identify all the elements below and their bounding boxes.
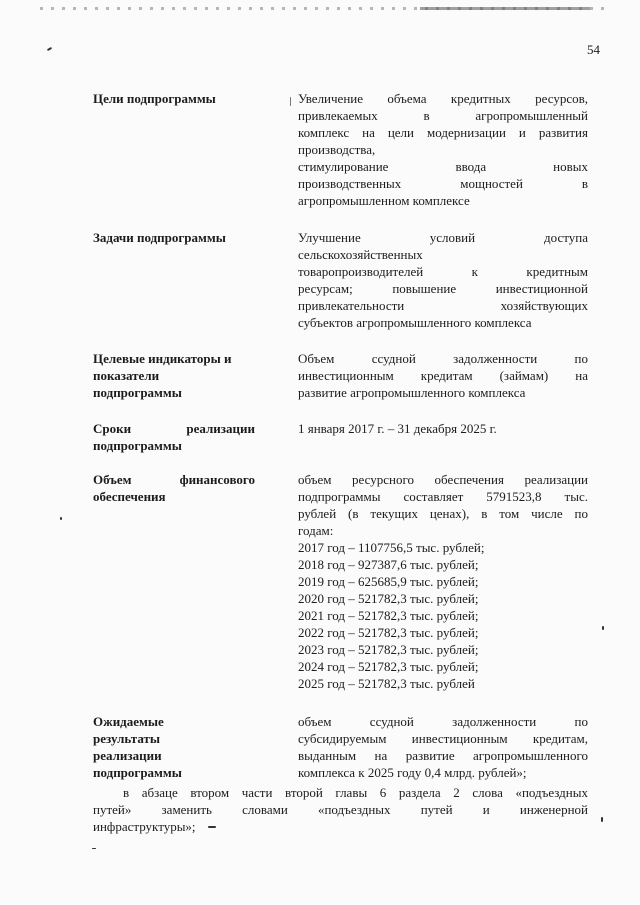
value-line: рублей (в текущих ценах), в том числе по: [298, 506, 588, 521]
value-line: комплекс на цели модернизации и развития: [298, 125, 588, 140]
value-line: комплекса к 2025 году 0,4 млрд. рублей»;: [298, 765, 527, 780]
value-line: развитие агропромышленного комплекса: [298, 385, 526, 400]
label-line: показатели: [93, 368, 160, 383]
label-line: Целевые индикаторы и: [93, 351, 232, 366]
scan-speck: [60, 517, 62, 520]
year-funding-line: 2024 год – 521782,3 тыс. рублей;: [298, 659, 479, 674]
value-line: годам:: [298, 523, 334, 538]
row-label: [93, 471, 255, 505]
value-line: субсидируемым инвестиционным кредитам,: [298, 731, 588, 746]
label-line: результаты: [93, 731, 161, 746]
row-label: Цели подпрограммы: [93, 91, 216, 106]
label-line: Объем финансового: [93, 472, 255, 487]
row-value: [298, 471, 588, 692]
value-line: стимулирование ввода новых: [298, 159, 588, 174]
scan-speck: [92, 848, 96, 849]
label-line: Ожидаемые: [93, 714, 164, 729]
value-line: объем ссудной задолженности по: [298, 714, 588, 729]
value-line: привлекаемых в агропромышленный: [298, 108, 588, 123]
label-line: обеспечения: [93, 489, 166, 504]
label-line: подпрограммы: [93, 438, 182, 453]
value-line: производственных мощностей в: [298, 176, 588, 191]
value-line: сельскохозяйственных: [298, 247, 423, 262]
value-line: производства,: [298, 142, 376, 157]
label-line: реализации: [93, 748, 162, 763]
value-line: товаропроизводителей к кредитным: [298, 264, 588, 279]
year-funding-line: 2020 год – 521782,3 тыс. рублей;: [298, 591, 479, 606]
row-value: [298, 713, 588, 781]
value-line: агропромышленном комплексе: [298, 193, 470, 208]
row-value: [298, 229, 588, 331]
value-line: выданным на развитие агропромышленного: [298, 748, 588, 763]
page-number: 54: [587, 42, 600, 57]
value-line: Улучшение условий доступа: [298, 230, 588, 245]
value-line: привлекательности хозяйствующих: [298, 298, 588, 313]
row-label: [93, 350, 255, 401]
row-value: [298, 90, 588, 209]
row-value: [298, 350, 588, 401]
value-line: объем ресурсного обеспечения реализации: [298, 472, 588, 487]
paragraph-line: путей» заменить словами «подъездных путей и инженерной: [93, 802, 588, 817]
year-funding-line: 2018 год – 927387,6 тыс. рублей;: [298, 557, 479, 572]
scan-speck: [47, 47, 52, 51]
row-value: [298, 420, 588, 437]
year-funding-line: 2023 год – 521782,3 тыс. рублей;: [298, 642, 479, 657]
scan-speck: [290, 97, 291, 106]
value-line: Объем ссудной задолженности по: [298, 351, 588, 366]
year-funding-line: 2021 год – 521782,3 тыс. рублей;: [298, 608, 479, 623]
value-line: инвестиционным кредитам (займам) на: [298, 368, 588, 383]
label-line: подпрограммы: [93, 385, 182, 400]
paragraph-line: инфраструктуры»;: [93, 819, 196, 834]
value-line: 1 января 2017 г. – 31 декабря 2025 г.: [298, 421, 497, 436]
scan-artifact-top-dark: [420, 7, 590, 10]
label-line: Сроки реализации: [93, 421, 255, 436]
amendment-paragraph: [93, 784, 588, 835]
row-label: [93, 420, 255, 454]
paragraph-line: в абзаце втором части второй главы 6 раздела 2 слова «подъездных: [123, 785, 588, 800]
year-funding-line: 2022 год – 521782,3 тыс. рублей;: [298, 625, 479, 640]
scan-speck: [601, 817, 603, 822]
scan-speck: [602, 626, 604, 630]
year-funding-line: 2019 год – 625685,9 тыс. рублей;: [298, 574, 479, 589]
year-funding-line: 2025 год – 521782,3 тыс. рублей: [298, 676, 475, 691]
value-line: ресурсам; повышение инвестиционной: [298, 281, 588, 296]
value-line: Увеличение объема кредитных ресурсов,: [298, 91, 588, 106]
year-funding-line: 2017 год – 1107756,5 тыс. рублей;: [298, 540, 485, 555]
value-line: субъектов агропромышленного комплекса: [298, 315, 532, 330]
row-label: Задачи подпрограммы: [93, 230, 226, 245]
label-line: подпрограммы: [93, 765, 182, 780]
value-line: подпрограммы составляет 5791523,8 тыс.: [298, 489, 588, 504]
row-label: [93, 713, 255, 781]
